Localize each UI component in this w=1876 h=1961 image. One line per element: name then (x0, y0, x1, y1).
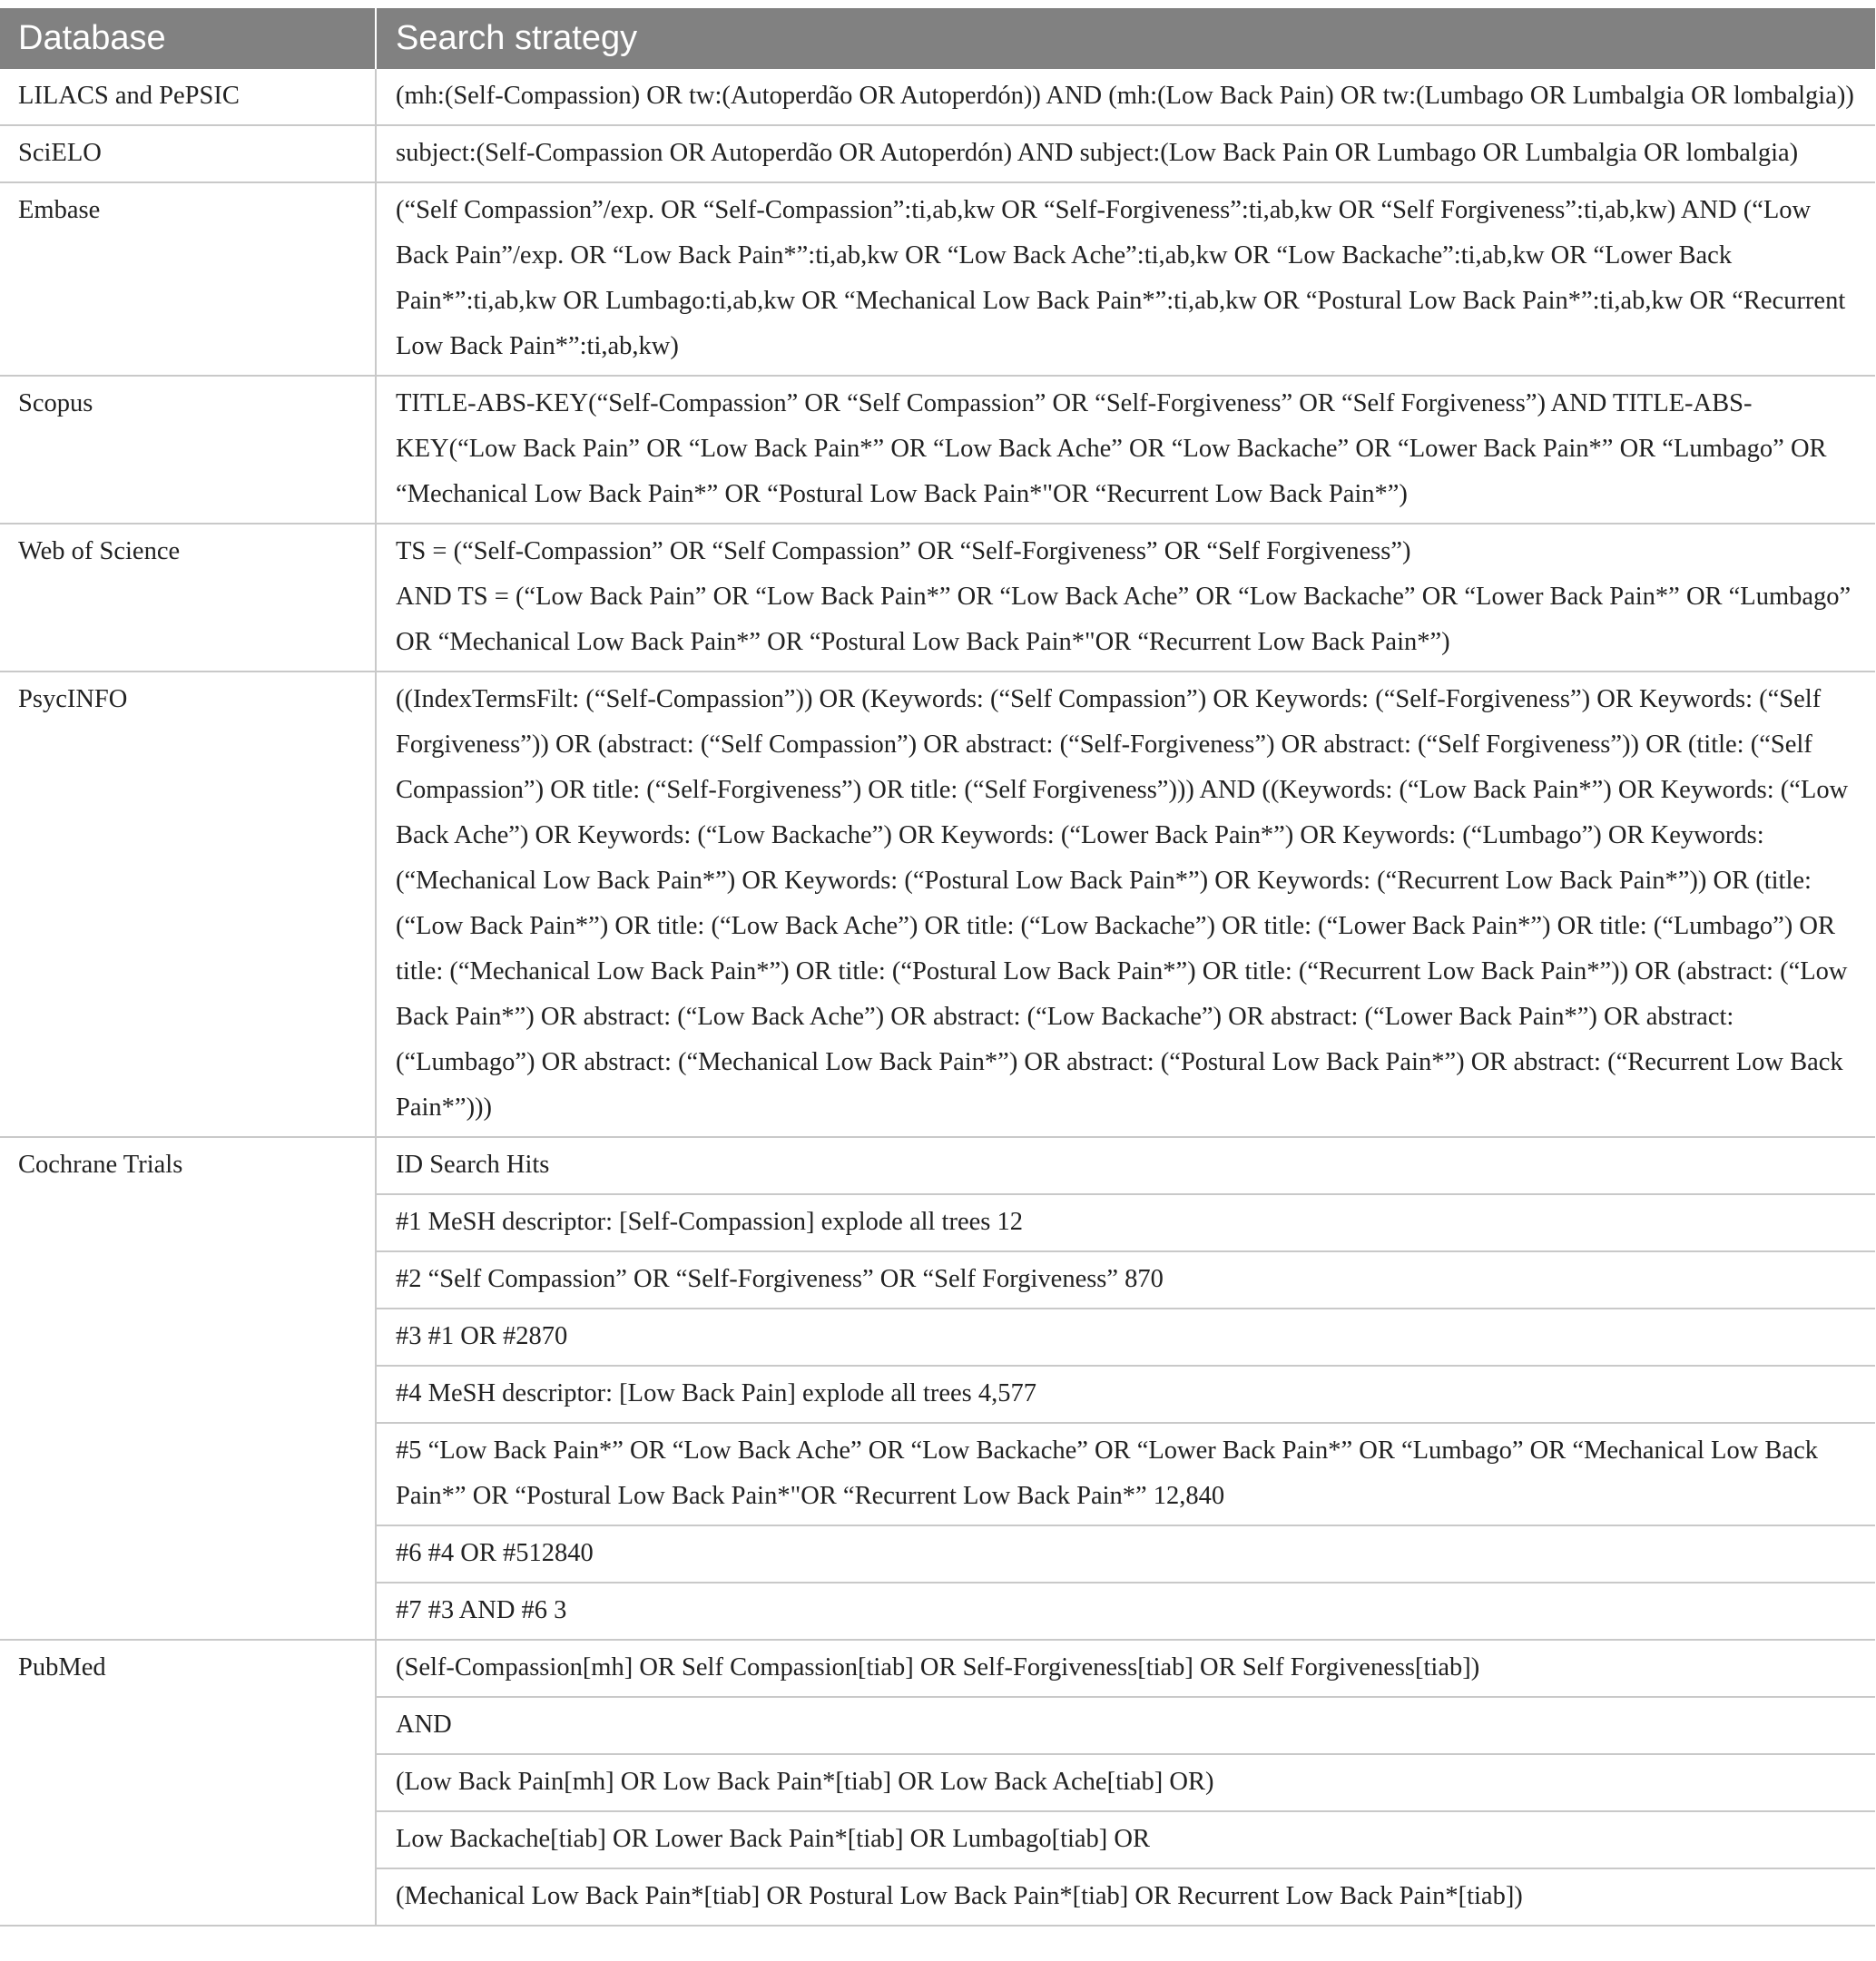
strategy-cell: #7 #3 AND #6 3 (376, 1583, 1875, 1640)
strategy-cell: AND (376, 1697, 1875, 1754)
strategy-line: TS = (“Self-Compassion” OR “Self Compassion” OR “Self-Forgiveness” OR “Self Forgiveness”) (396, 537, 1411, 565)
header-search-strategy: Search strategy (376, 8, 1875, 69)
strategy-cell: #4 MeSH descriptor: [Low Back Pain] explode all trees 4,577 (376, 1366, 1875, 1423)
table-row (0, 524, 1875, 672)
header-row (0, 8, 1875, 69)
table-row (0, 69, 1875, 125)
header-database: Database (0, 8, 376, 69)
table-row (0, 376, 1875, 524)
strategy-cell: TITLE-ABS-KEY(“Self-Compassion” OR “Self Compassion” OR “Self-Forgiveness” OR “Self Forgiveness”) AND TITLE-ABS-KEY(“Low Back Pain” OR “Low Back Pain*” OR “Low Back Ache” OR “Low Backache” OR “Lower Back Pain*” OR “Lumbago” OR “Mechanical Low Back Pain*” OR “Postural Low Back Pain*"OR “Recurrent Low Back Pain*”) (376, 376, 1875, 524)
table-header (0, 8, 1875, 69)
table-row (0, 1640, 1875, 1697)
table-row (0, 672, 1875, 1137)
strategy-cell: #1 MeSH descriptor: [Self-Compassion] explode all trees 12 (376, 1194, 1875, 1251)
strategy-line: AND TS = (“Low Back Pain” OR “Low Back Pain*” OR “Low Back Ache” OR “Low Backache” OR “Lower Back Pain*” OR “Lumbago” OR “Mechanical Low Back Pain*” OR “Postural Low Back Pain*"OR “Recurrent Low Back Pain*”) (396, 583, 1851, 656)
strategy-cell: subject:(Self-Compassion OR Autoperdão OR Autoperdón) AND subject:(Low Back Pain OR Lumbago OR Lumbalgia OR lombalgia) (376, 125, 1875, 182)
strategy-cell: (Self-Compassion[mh] OR Self Compassion[tiab] OR Self-Forgiveness[tiab] OR Self Forgiveness[tiab]) (376, 1640, 1875, 1697)
table-row (0, 182, 1875, 376)
strategy-cell: ID Search Hits (376, 1137, 1875, 1194)
database-cell: Web of Science (0, 524, 376, 672)
database-cell: PubMed (0, 1640, 376, 1926)
table-body (0, 69, 1875, 1926)
strategy-cell: Low Backache[tiab] OR Lower Back Pain*[tiab] OR Lumbago[tiab] OR (376, 1811, 1875, 1868)
table-row (0, 125, 1875, 182)
database-cell: Scopus (0, 376, 376, 524)
strategy-cell: #3 #1 OR #2870 (376, 1309, 1875, 1366)
database-cell: LILACS and PePSIC (0, 69, 376, 125)
database-cell: SciELO (0, 125, 376, 182)
strategy-cell (376, 524, 1875, 672)
strategy-cell: #5 “Low Back Pain*” OR “Low Back Ache” OR “Low Backache” OR “Lower Back Pain*” OR “Lumbago” OR “Mechanical Low Back Pain*” OR “Postural Low Back Pain*"OR “Recurrent Low Back Pain*” 12,840 (376, 1423, 1875, 1525)
strategy-cell: (“Self Compassion”/exp. OR “Self-Compassion”:ti,ab,kw OR “Self-Forgiveness”:ti,ab,kw OR “Self Forgiveness”:ti,ab,kw) AND (“Low Back Pain”/exp. OR “Low Back Pain*”:ti,ab,kw OR “Low Back Ache”:ti,ab,kw OR “Low Backache”:ti,ab,kw OR “Lower Back Pain*”:ti,ab,kw OR Lumbago:ti,ab,kw OR “Mechanical Low Back Pain*”:ti,ab,kw OR “Postural Low Back Pain*”:ti,ab,kw OR “Recurrent Low Back Pain*”:ti,ab,kw) (376, 182, 1875, 376)
search-strategy-table (0, 8, 1875, 1927)
strategy-cell: #6 #4 OR #512840 (376, 1525, 1875, 1583)
database-cell: Embase (0, 182, 376, 376)
table-row (0, 1137, 1875, 1194)
strategy-cell: ((IndexTermsFilt: (“Self-Compassion”)) OR (Keywords: (“Self Compassion”) OR Keywords: (“Self-Forgiveness”) OR Keywords: (“Self Forgiveness”)) OR (abstract: (“Self Compassion”) OR abstract: (“Self-Forgiveness”) OR abstract: (“Self Forgiveness”)) OR (title: (“Self Compassion”) OR title: (“Self-Forgiveness”) OR title: (“Self Forgiveness”))) AND ((Keywords: (“Low Back Pain*”) OR Keywords: (“Low Back Ache”) OR Keywords: (“Low Backache”) OR Keywords: (“Lower Back Pain*”) OR Keywords: (“Lumbago”) OR Keywords: (“Mechanical Low Back Pain*”) OR Keywords: (“Postural Low Back Pain*”) OR Keywords: (“Recurrent Low Back Pain*”)) OR (title: (“Low Back Pain*”) OR title: (“Low Back Ache”) OR title: (“Low Backache”) OR title: (“Lower Back Pain*”) OR title: (“Lumbago”) OR title: (“Mechanical Low Back Pain*”) OR title: (“Postural Low Back Pain*”) OR title: (“Recurrent Low Back Pain*”)) OR (abstract: (“Low Back Pain*”) OR abstract: (“Low Back Ache”) OR abstract: (“Low Backache”) OR abstract: (“Lower Back Pain*”) OR abstract: (“Lumbago”) OR abstract: (“Mechanical Low Back Pain*”) OR abstract: (“Postural Low Back Pain*”) OR abstract: (“Recurrent Low Back Pain*”))) (376, 672, 1875, 1137)
database-cell: PsycINFO (0, 672, 376, 1137)
strategy-cell: (Mechanical Low Back Pain*[tiab] OR Postural Low Back Pain*[tiab] OR Recurrent Low Back Pain*[tiab]) (376, 1868, 1875, 1926)
strategy-cell: (mh:(Self-Compassion) OR tw:(Autoperdão OR Autoperdón)) AND (mh:(Low Back Pain) OR tw:(Lumbago OR Lumbalgia OR lombalgia)) (376, 69, 1875, 125)
strategy-cell: (Low Back Pain[mh] OR Low Back Pain*[tiab] OR Low Back Ache[tiab] OR) (376, 1754, 1875, 1811)
strategy-cell: #2 “Self Compassion” OR “Self-Forgiveness” OR “Self Forgiveness” 870 (376, 1251, 1875, 1309)
database-cell: Cochrane Trials (0, 1137, 376, 1640)
search-strategy-table-container (0, 8, 1875, 1927)
